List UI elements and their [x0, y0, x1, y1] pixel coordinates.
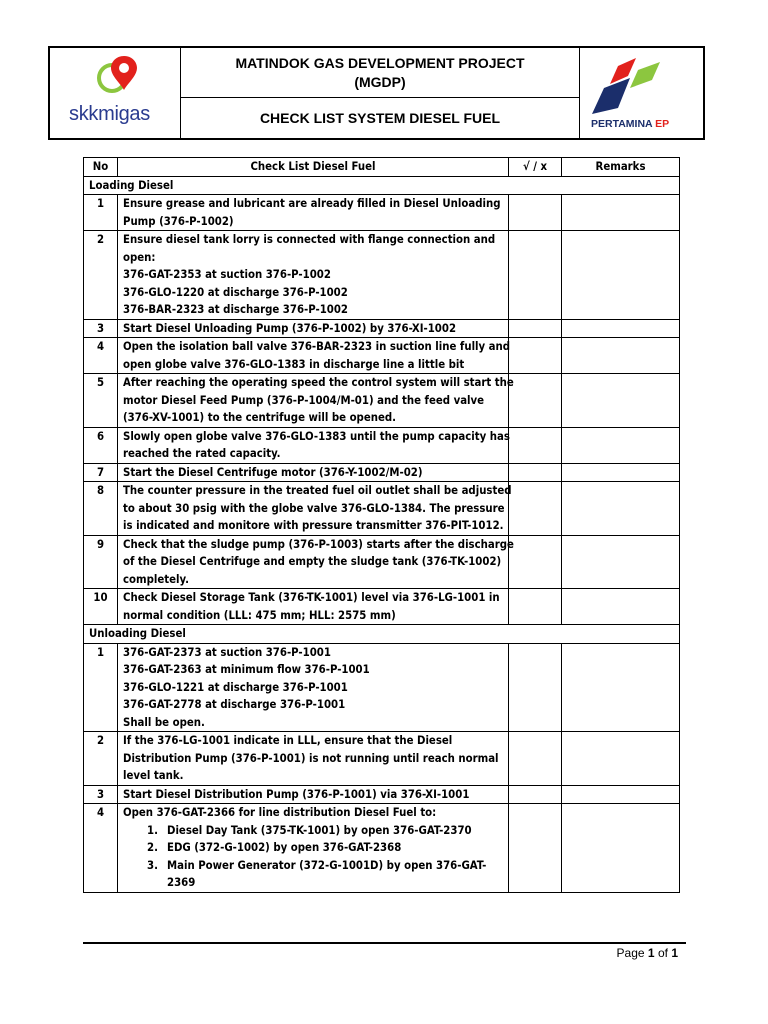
description-lines: [123, 804, 505, 822]
table-row: [84, 589, 680, 625]
row-number: 1: [84, 643, 118, 732]
sub-item: [147, 822, 505, 840]
document-header: [48, 46, 705, 140]
description-lines: [123, 320, 505, 338]
sub-item-list: [147, 822, 505, 892]
sub-item-line: Main Power Generator (372-G-1001D) by open 376-GAT-: [167, 858, 487, 872]
row-description: [118, 482, 512, 536]
page-of-word: of: [657, 946, 668, 960]
remarks-cell[interactable]: [562, 231, 680, 320]
row-description: [118, 195, 509, 231]
description-lines: [123, 786, 505, 804]
remarks-cell[interactable]: [562, 427, 680, 463]
sub-item-number: 3.: [147, 858, 158, 872]
description-line: Start Diesel Distribution Pump (376-P-1001) via 376-XI-1001: [123, 787, 470, 801]
description-line: The counter pressure in the treated fuel oil outlet shall be adjusted: [123, 484, 512, 497]
remarks-cell[interactable]: [562, 338, 680, 374]
remarks-cell[interactable]: [562, 482, 680, 536]
table-row: [84, 338, 680, 374]
description-line: to about 30 psig with the globe valve 376-GLO-1384. The pressure: [123, 501, 505, 515]
check-mark-cell[interactable]: [509, 535, 562, 589]
project-title-line2: (MGDP): [354, 73, 406, 90]
description-line: 376-GLO-1221 at discharge 376-P-1001: [123, 680, 348, 694]
description-line: Open 376-GAT-2366 for line distribution Diesel Fuel to:: [123, 806, 437, 819]
description-line: Check Diesel Storage Tank (376-TK-1001) level via 376-LG-1001 in: [123, 591, 500, 604]
col-header-remarks: Remarks: [562, 158, 680, 177]
description-line: 376-GAT-2373 at suction 376-P-1001: [123, 645, 331, 659]
skkmigas-logo-cell: [50, 48, 181, 138]
section-row: [84, 625, 680, 644]
description-line: Ensure grease and lubricant are already filled in Diesel Unloading: [123, 197, 501, 210]
row-description: [118, 338, 509, 374]
page-word: Page: [616, 946, 645, 960]
sub-item-line: 2369: [167, 876, 196, 889]
remarks-cell[interactable]: [562, 643, 680, 732]
remarks-cell[interactable]: [562, 463, 680, 482]
description-line: Shall be open.: [123, 715, 205, 729]
check-mark-cell[interactable]: [509, 195, 562, 231]
table-row: [84, 319, 680, 338]
description-lines: [123, 374, 514, 427]
description-line: 376-GAT-2363 at minimum flow 376-P-1001: [123, 663, 370, 676]
row-number: 2: [84, 732, 118, 786]
table-row: [84, 643, 680, 732]
description-line: level tank.: [123, 769, 184, 782]
check-mark-cell[interactable]: [509, 643, 562, 732]
row-description: [118, 231, 509, 320]
check-mark-cell[interactable]: [509, 463, 562, 482]
page-total: 1: [671, 946, 678, 960]
remarks-cell[interactable]: [562, 195, 680, 231]
row-number: 8: [84, 482, 118, 536]
description-lines: [123, 589, 505, 624]
description-line: Slowly open globe valve 376-GLO-1383 until the pump capacity has: [123, 429, 510, 443]
document-title: CHECK LIST SYSTEM DIESEL FUEL: [259, 110, 501, 126]
remarks-cell[interactable]: [562, 319, 680, 338]
table-row: [84, 231, 680, 320]
remarks-cell[interactable]: [562, 589, 680, 625]
sub-item-line: EDG (372-G-1002) by open 376-GAT-2368: [167, 841, 402, 854]
page-current: 1: [647, 946, 655, 960]
skkmigas-logo-icon: [50, 48, 181, 140]
sub-item: [147, 857, 505, 892]
sub-item-text: [167, 839, 401, 857]
row-number: 5: [84, 374, 118, 428]
page-number: [617, 946, 678, 960]
description-line: is indicated and monitore with pressure transmitter 376-PIT-1012.: [123, 519, 504, 532]
sub-item: [147, 839, 505, 857]
check-mark-cell[interactable]: [509, 338, 562, 374]
row-number: 1: [84, 195, 118, 231]
check-mark-cell[interactable]: [509, 589, 562, 625]
description-lines: [123, 231, 505, 319]
table-row: [84, 427, 680, 463]
row-description: [118, 732, 509, 786]
sub-item-number: 1.: [147, 823, 158, 837]
row-number: 4: [84, 804, 118, 893]
description-line: Start the Diesel Centrifuge motor (376-Y-1002/M-02): [123, 465, 423, 479]
sub-item-text: [167, 857, 486, 892]
row-description: [118, 589, 509, 625]
row-description: [118, 374, 514, 428]
checklist-body: [84, 176, 680, 892]
description-lines: [123, 732, 505, 785]
project-title: [181, 48, 579, 98]
table-row: [84, 732, 680, 786]
pertamina-ep-word: EP: [655, 118, 670, 130]
pertamina-logo-cell: [580, 48, 703, 138]
row-number: 3: [84, 319, 118, 338]
row-number: 2: [84, 231, 118, 320]
check-mark-cell[interactable]: [509, 732, 562, 786]
row-number: 4: [84, 338, 118, 374]
col-header-check-mark: √ / x: [509, 158, 562, 177]
table-row: [84, 374, 680, 428]
description-line: Pump (376-P-1002): [123, 214, 234, 228]
description-line: (376-XV-1001) to the centrifuge will be opened.: [123, 411, 397, 424]
description-line: Distribution Pump (376-P-1001) is not running until reach normal: [123, 751, 499, 765]
table-row: [84, 463, 680, 482]
description-lines: [123, 644, 505, 732]
section-title: Unloading Diesel: [84, 625, 680, 644]
check-mark-cell[interactable]: [509, 374, 562, 428]
description-lines: [123, 195, 505, 230]
remarks-cell[interactable]: [562, 732, 680, 786]
description-line: completely.: [123, 572, 189, 586]
row-description: [118, 535, 514, 589]
description-lines: [123, 428, 510, 463]
row-description: [118, 785, 509, 804]
check-mark-cell[interactable]: [509, 482, 562, 536]
description-line: normal condition (LLL: 475 mm; HLL: 2575 mm): [123, 608, 396, 622]
row-description: [118, 427, 509, 463]
footer-rule: [83, 942, 686, 944]
header-title-cell: [181, 48, 580, 138]
description-line: open:: [123, 250, 156, 264]
table-row: [84, 482, 680, 536]
description-line: Start Diesel Unloading Pump (376-P-1002) by 376-XI-1002: [123, 321, 457, 335]
description-lines: [123, 536, 514, 589]
table-row: [84, 785, 680, 804]
sub-item-line: Diesel Day Tank (375-TK-1001) by open 376-GAT-2370: [167, 823, 472, 837]
description-line: 376-GAT-2778 at discharge 376-P-1001: [123, 698, 346, 711]
description-line: Open the isolation ball valve 376-BAR-2323 in suction line fully and: [123, 340, 511, 353]
table-header-row: [84, 158, 680, 177]
row-number: 6: [84, 427, 118, 463]
row-description: [118, 319, 509, 338]
remarks-cell[interactable]: [562, 535, 680, 589]
description-line: 376-BAR-2323 at discharge 376-P-1002: [123, 303, 348, 316]
row-number: 10: [84, 589, 118, 625]
row-description: [118, 804, 509, 893]
row-number: 3: [84, 785, 118, 804]
row-description: [118, 463, 509, 482]
pertamina-word: PERTAMINA: [591, 118, 653, 130]
remarks-cell[interactable]: [562, 374, 680, 428]
table-row: [84, 804, 680, 893]
row-description: [118, 643, 509, 732]
skkmigas-logo-text: skkmigas: [69, 103, 150, 125]
check-mark-cell[interactable]: [509, 804, 562, 893]
remarks-cell[interactable]: [562, 804, 680, 893]
description-line: of the Diesel Centrifuge and empty the sludge tank (376-TK-1002): [123, 555, 502, 568]
row-number: 9: [84, 535, 118, 589]
project-title-line1: MATINDOK GAS DEVELOPMENT PROJECT: [235, 54, 525, 71]
description-line: 376-GLO-1220 at discharge 376-P-1002: [123, 285, 348, 299]
table-row: [84, 195, 680, 231]
description-line: 376-GAT-2353 at suction 376-P-1002: [123, 268, 331, 281]
description-line: After reaching the operating speed the control system will start the: [123, 376, 514, 389]
description-lines: [123, 482, 512, 535]
table-row: [84, 535, 680, 589]
description-line: If the 376-LG-1001 indicate in LLL, ensure that the Diesel: [123, 734, 453, 747]
section-row: [84, 176, 680, 195]
remarks-cell[interactable]: [562, 785, 680, 804]
description-lines: [123, 464, 505, 482]
pertamina-logo-text: [591, 118, 669, 130]
description-line: Ensure diesel tank lorry is connected with flange connection and: [123, 233, 496, 246]
sub-item-text: [167, 822, 472, 840]
col-header-no: No: [84, 158, 118, 177]
description-line: reached the rated capacity.: [123, 447, 281, 460]
check-mark-cell[interactable]: [509, 785, 562, 804]
description-line: open globe valve 376-GLO-1383 in discharge line a little bit: [123, 357, 465, 371]
description-line: motor Diesel Feed Pump (376-P-1004/M-01) and the feed valve: [123, 393, 485, 407]
description-lines: [123, 338, 511, 373]
row-number: 7: [84, 463, 118, 482]
checklist-table: [83, 157, 680, 893]
description-line: Check that the sludge pump (376-P-1003) starts after the discharge: [123, 537, 514, 551]
col-header-checklist: Check List Diesel Fuel: [118, 158, 509, 177]
check-mark-cell[interactable]: [509, 231, 562, 320]
section-title: Loading Diesel: [84, 176, 680, 195]
sub-item-number: 2.: [147, 841, 158, 854]
check-mark-cell[interactable]: [509, 319, 562, 338]
check-mark-cell[interactable]: [509, 427, 562, 463]
